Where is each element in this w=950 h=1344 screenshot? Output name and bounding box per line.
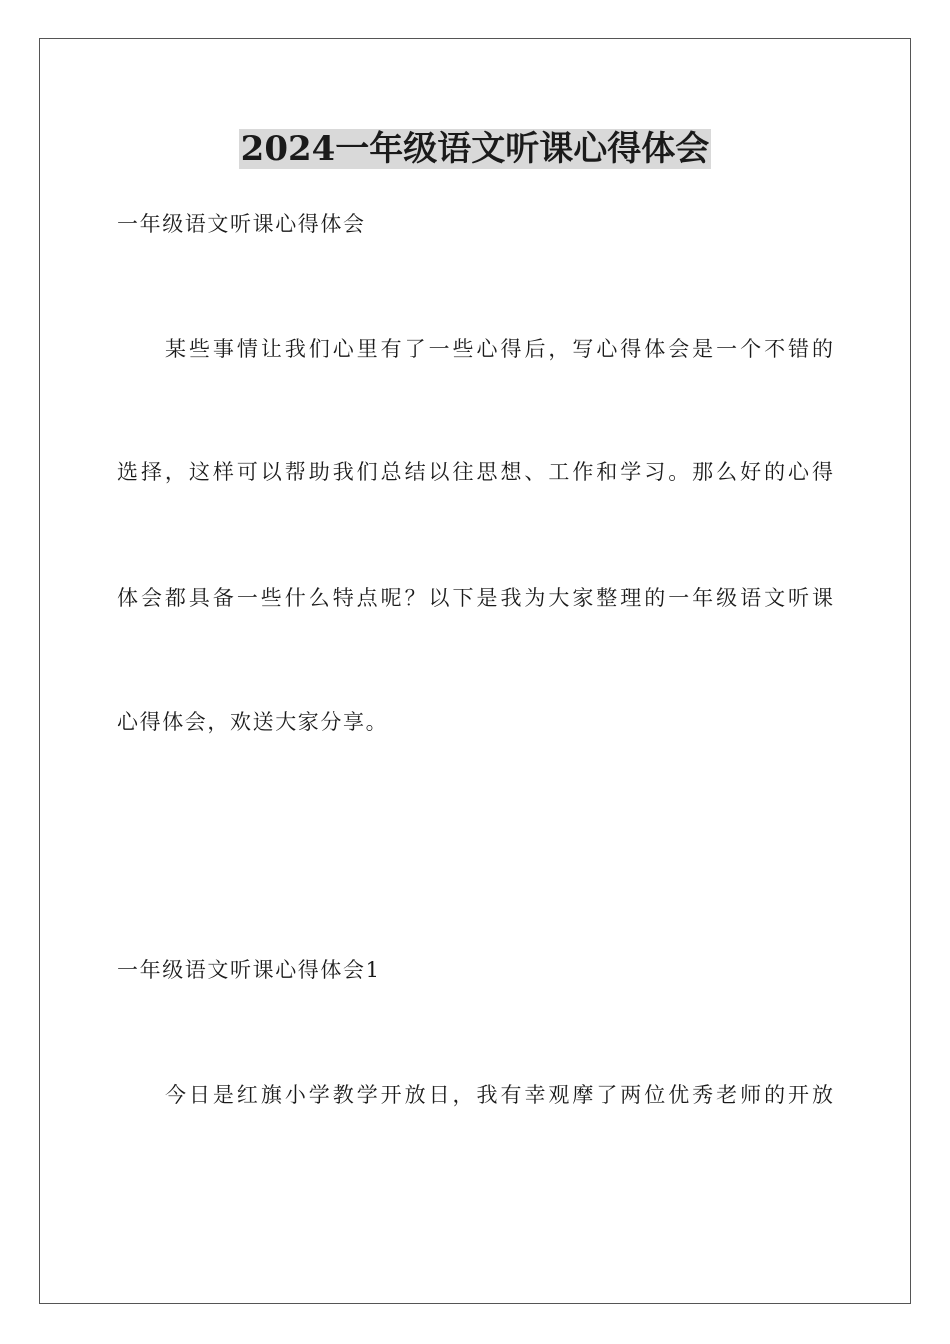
paragraph-line: 心得体会，欢送大家分享。 [117,710,389,734]
paragraph-line: 今日是红旗小学教学开放日，我有幸观摩了两位优秀老师的开放 [165,1083,833,1107]
document-subtitle: 一年级语文听课心得体会 [117,212,366,236]
section-heading: 一年级语文听课心得体会1 [117,958,381,982]
document-title [0,126,950,172]
paragraph-line: 选择，这样可以帮助我们总结以往思想、工作和学习。那么好的心得 [117,460,833,484]
paragraph-line: 体会都具备一些什么特点呢？以下是我为大家整理的一年级语文听课 [117,586,833,610]
document-title-text: 2024一年级语文听课心得体会 [240,129,710,169]
paragraph-line: 某些事情让我们心里有了一些心得后，写心得体会是一个不错的 [165,337,833,361]
